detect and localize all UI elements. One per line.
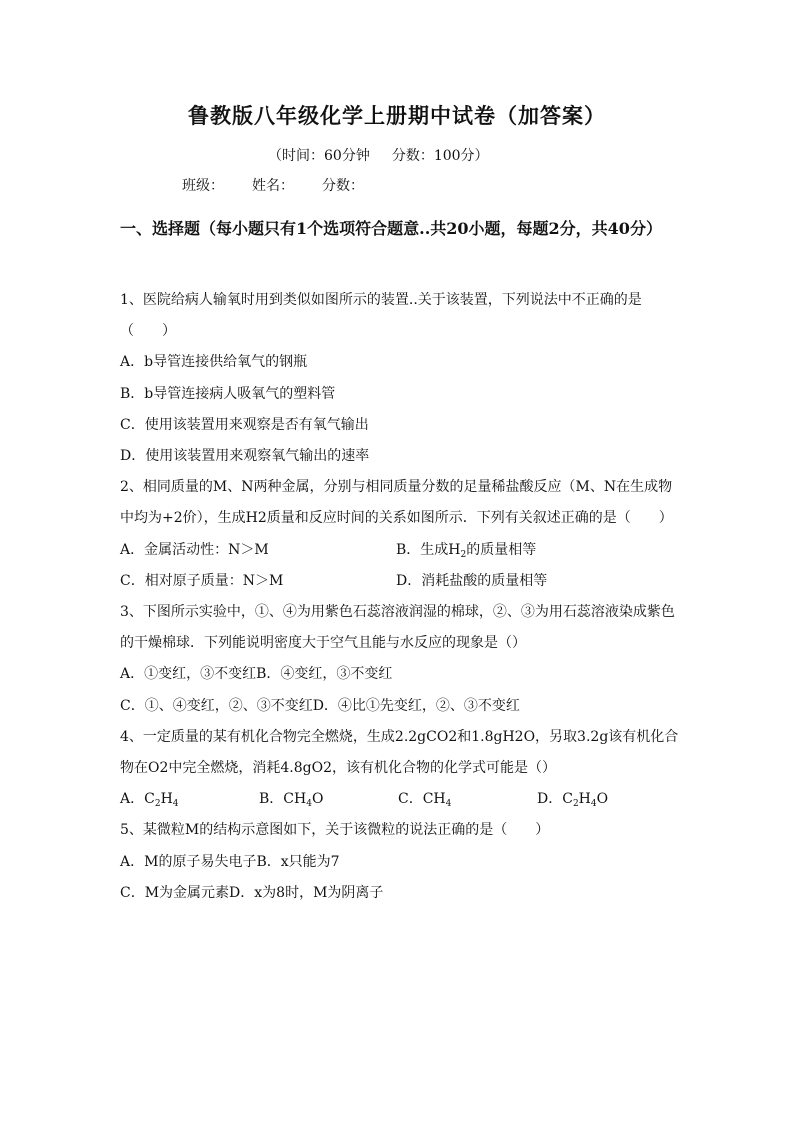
question-2-option-b-post: 的质量相等 xyxy=(466,541,537,558)
question-2-options-ab xyxy=(120,535,680,566)
q4b-sub1: 4 xyxy=(306,799,312,810)
question-3-options-ab: A．①变红，③不变红B．④变红，③不变红 xyxy=(120,666,393,683)
question-2-stem: 2、相同质量的M、N两种金属，分别与相同质量分数的足量稀盐酸反应（M、N在生成物中均为+2价），生成H2质量和反应时间的关系如图所示．下列有关叙述正确的是（ ） xyxy=(120,479,673,527)
q4a-sub1: 2 xyxy=(154,799,161,810)
q4b-pre: B．CH xyxy=(259,791,307,808)
q4d-sub2: 4 xyxy=(590,799,597,810)
questions xyxy=(120,285,680,909)
q4d-mid: H xyxy=(578,791,591,808)
q4d-post: O xyxy=(596,791,609,808)
question-1-stem: 1、医院给病人输氧时用到类似如图所示的装置..关于该装置，下列说法中不正确的是（ ） xyxy=(120,292,642,340)
question-4-option-c xyxy=(398,784,537,815)
question-4-options xyxy=(120,784,680,815)
question-4-stem: 4、一定质量的某有机化合物完全燃烧，生成2.2gCO2和1.8gH2O，另取3.2g该有机化合物在O2中完全燃烧，消耗4.8gO2，该有机化合物的化学式可能是（） xyxy=(120,728,679,776)
question-5-stem: 5、某微粒M的结构示意图如下，关于该微粒的说法正确的是（ ） xyxy=(120,822,550,839)
question-5-options-cd: C．M为金属元素D．x为8时，M为阴离子 xyxy=(120,884,384,901)
question-2-options-cd xyxy=(120,566,680,597)
exam-time-score xyxy=(268,145,511,165)
question-2-option-d: D．消耗盐酸的质量相等 xyxy=(396,572,548,589)
student-info xyxy=(182,175,392,195)
question-2-option-c: C．相对原子质量：N＞M xyxy=(120,572,284,589)
class-label: 班级： xyxy=(182,178,224,194)
q4b-post: O xyxy=(311,791,324,808)
q4a-pre: A．C xyxy=(120,791,155,808)
question-1-option-d: D．使用该装置用来观察氧气输出的速率 xyxy=(120,447,370,464)
exam-total-score: 分数：100分） xyxy=(391,148,489,164)
question-1-option-c: C．使用该装置用来观察是否有氧气输出 xyxy=(120,416,369,433)
q4d-sub1: 2 xyxy=(572,799,579,810)
score-label: 分数： xyxy=(322,178,364,194)
q4c-pre: C．CH xyxy=(398,791,446,808)
question-5-options-ab: A．M的原子易失电子B．x只能为7 xyxy=(120,853,340,870)
question-4-option-b xyxy=(259,784,398,815)
q4c-sub1: 4 xyxy=(445,799,452,810)
name-label: 姓名： xyxy=(252,178,294,194)
question-3-options-cd: C．①、④变红，②、③不变红D．④比①先变红，②、③不变红 xyxy=(120,697,520,714)
q4d-pre: D．C xyxy=(537,791,573,808)
page-title: 鲁教版八年级化学上册期中试卷（加答案） xyxy=(188,103,606,128)
question-4-option-a xyxy=(120,784,259,815)
question-3-stem: 3、下图所示实验中，①、④为用紫色石蕊溶液润湿的棉球，②、③为用石蕊溶液染成紫色的干燥棉球．下列能说明密度大于空气且能与水反应的现象是（） xyxy=(120,603,675,652)
question-2-option-a: A．金属活动性：N＞M xyxy=(120,541,269,558)
question-4-option-d xyxy=(537,784,608,815)
q4a-sub2: 4 xyxy=(172,799,179,810)
question-1-option-a: A．b导管连接供给氧气的钢瓶 xyxy=(120,354,308,371)
question-2-option-b xyxy=(396,535,536,566)
question-1-option-b: B．b导管连接病人吸氧气的塑料管 xyxy=(120,385,336,402)
question-2-option-b-pre: B．生成H xyxy=(396,541,461,558)
q4a-mid: H xyxy=(160,791,173,808)
exam-time: （时间：60分钟 xyxy=(268,148,370,164)
section-title: 一、选择题（每小题只有1个选项符合题意..共20小题，每题2分，共40分） xyxy=(120,219,662,238)
question-2-option-b-sub: 2 xyxy=(460,549,467,560)
